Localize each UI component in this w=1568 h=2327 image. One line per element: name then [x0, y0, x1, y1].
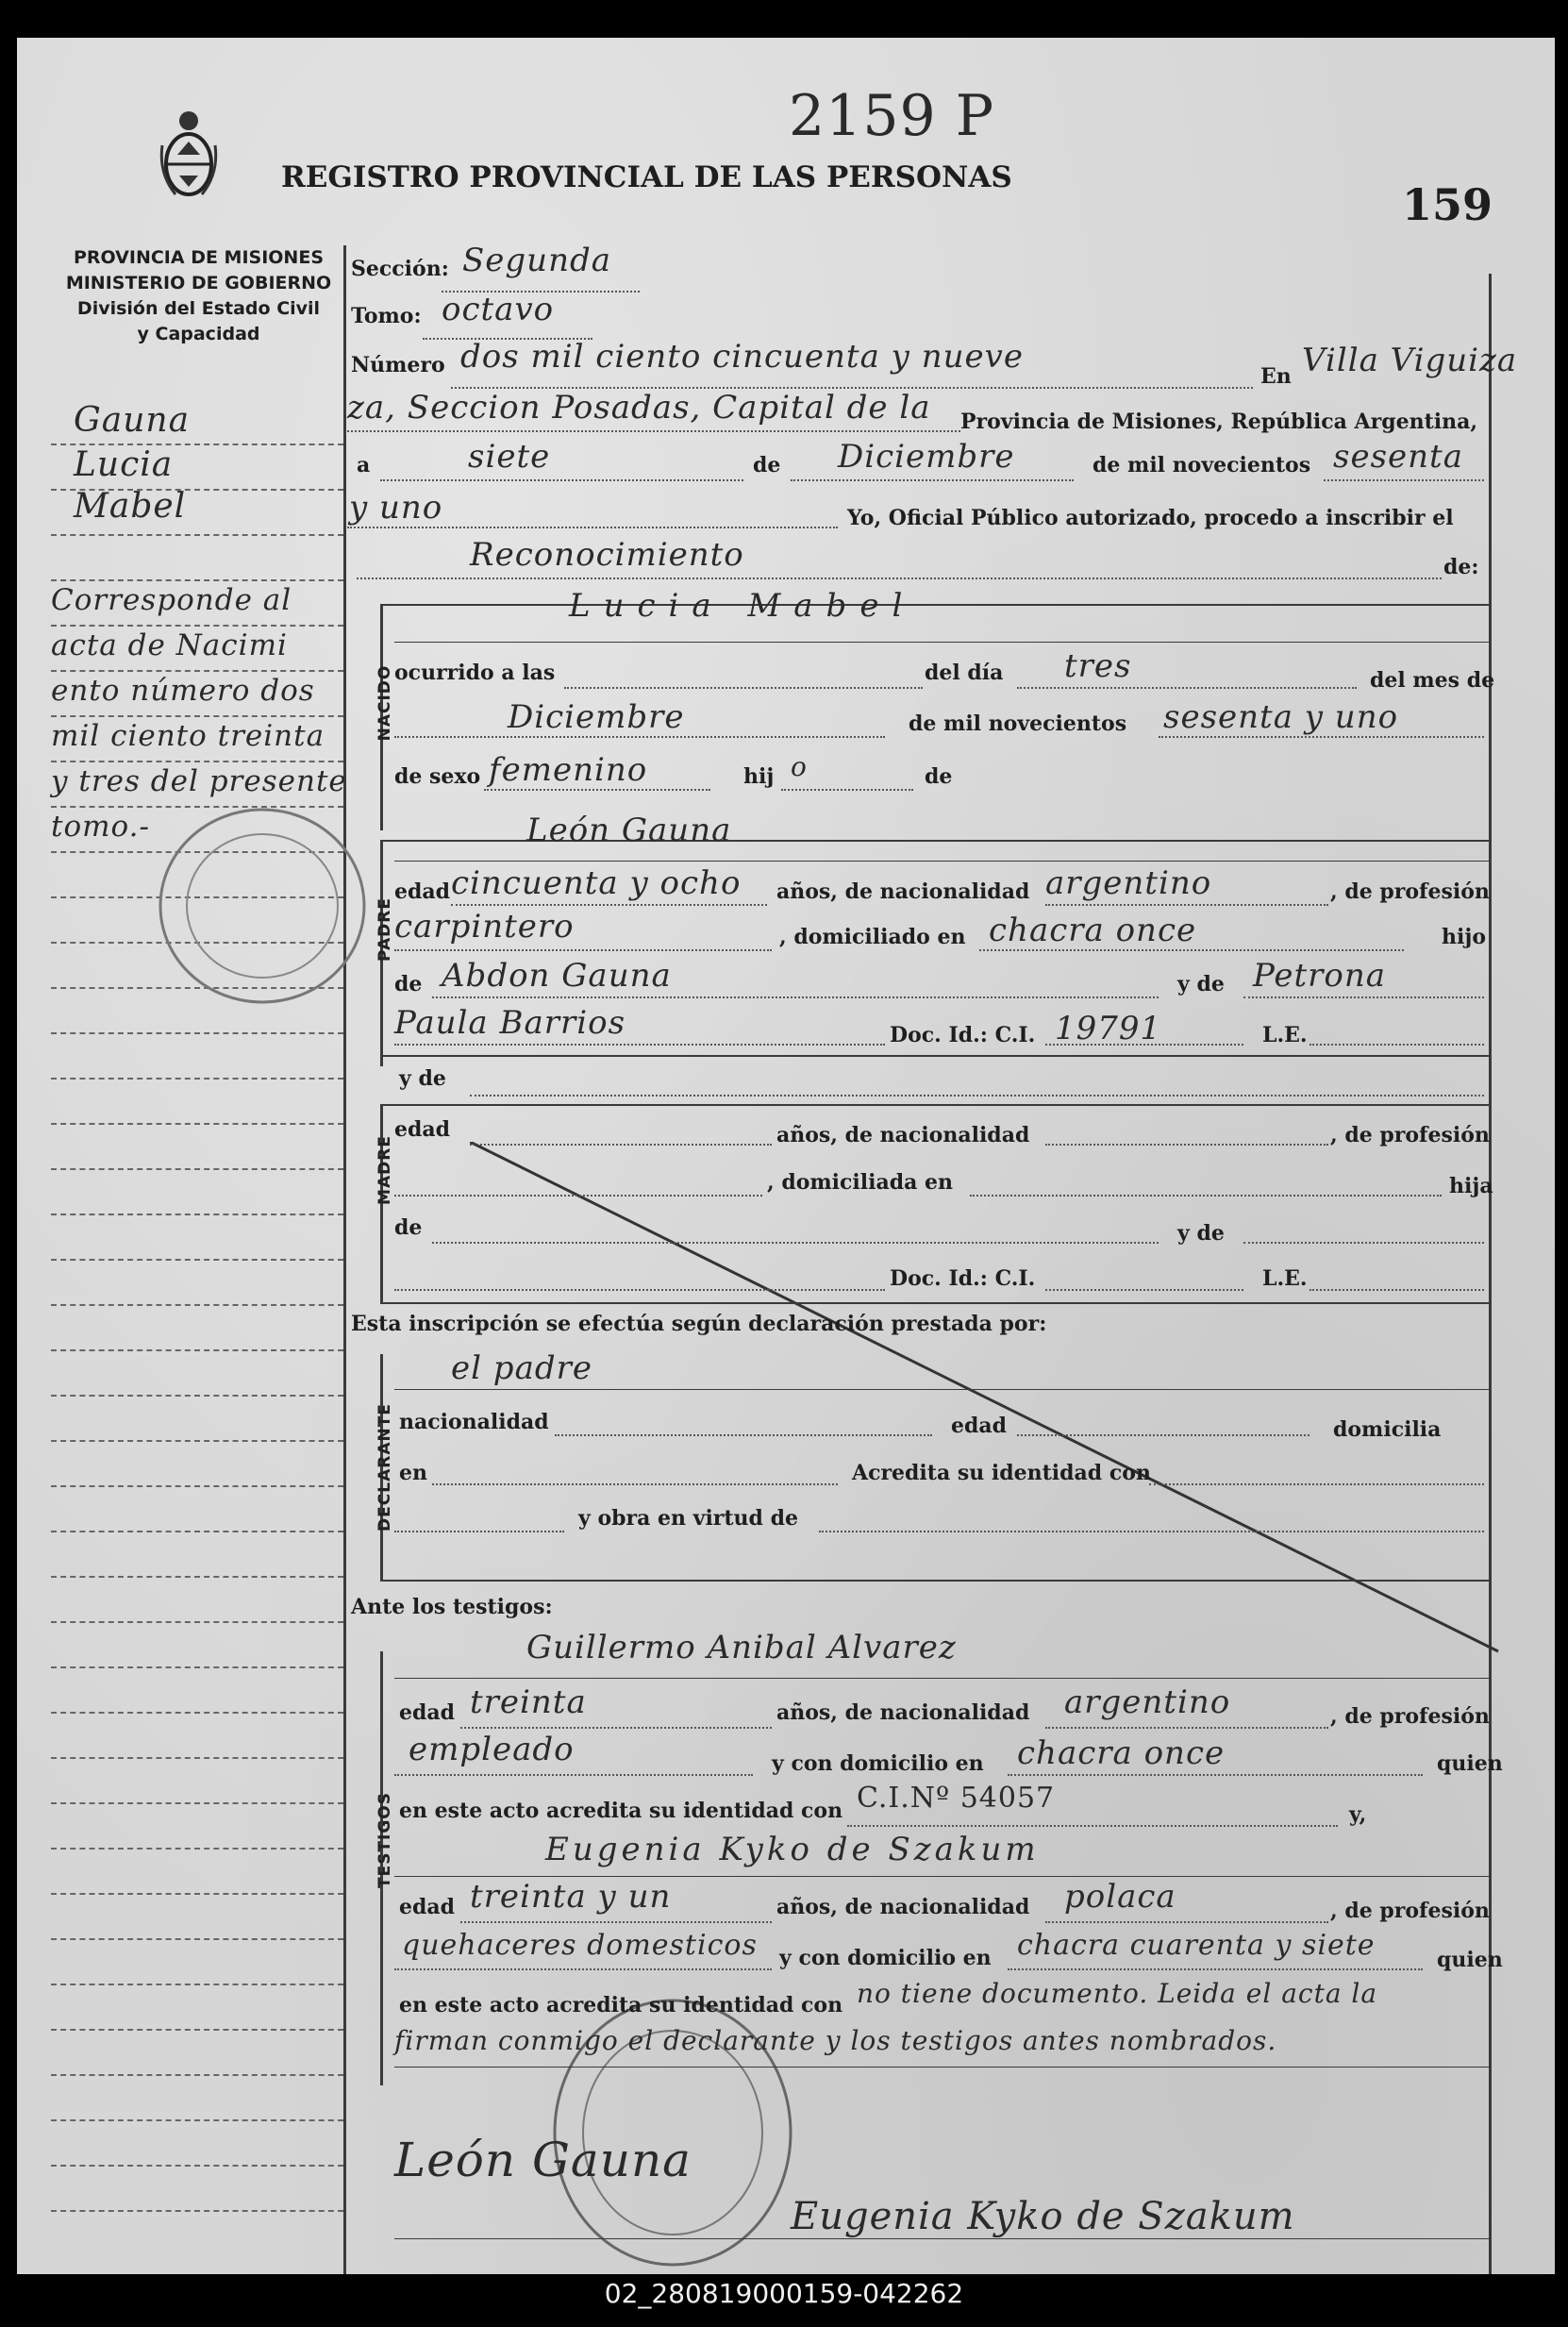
- margin-rule: [51, 1032, 343, 1034]
- margin-rule: [51, 1938, 343, 1940]
- declarante-intro: Esta inscripción se efectúa según declaración prestada por:: [351, 1312, 1047, 1336]
- margin-rule: [51, 1214, 343, 1215]
- margin-rule: [51, 1168, 343, 1170]
- numero-label: Número: [351, 353, 445, 377]
- signature-padre: León Gauna: [394, 2133, 692, 2187]
- padre-edad-value: cincuenta y ocho: [451, 864, 742, 902]
- madre-le-label: L.E.: [1262, 1266, 1308, 1291]
- padre-yde-label: y de: [1177, 972, 1225, 996]
- margin-rule: [51, 1485, 343, 1487]
- margin-rule: [51, 2165, 343, 2167]
- closing-text: firman conmigo el declarante y los testigos antes nombrados.: [394, 2025, 1277, 2056]
- margin-rule: [51, 1802, 343, 1804]
- testigo2-acredita-label: en este acto acredita su identidad con: [399, 1993, 843, 2017]
- padre-doc-label: Doc. Id.: C.I.: [890, 1023, 1036, 1047]
- margin-note-line: mil ciento treinta: [51, 719, 325, 753]
- testigo1-y-label: y,: [1349, 1802, 1367, 1827]
- madre-nac-label: años, de nacionalidad: [776, 1123, 1030, 1147]
- margin-rule: [51, 489, 343, 491]
- declarante-value: el padre: [451, 1349, 592, 1387]
- madre-yde-label: y de: [399, 1066, 446, 1091]
- seccion-value: Segunda: [462, 242, 612, 279]
- declarante-acredita-label: Acredita su identidad con: [852, 1461, 1151, 1485]
- testigo1-prof-label: , de profesión: [1330, 1704, 1490, 1729]
- hijo-label: hij: [743, 764, 775, 789]
- tomo-value: octavo: [442, 291, 555, 328]
- margin-rule: [51, 444, 343, 445]
- diagonal-strike-line: [470, 1142, 1526, 1670]
- oficial-text: Yo, Oficial Público autorizado, procedo a inscribir el: [847, 506, 1454, 530]
- margin-note-line: Corresponde al: [51, 583, 292, 617]
- margin-rule: [51, 2029, 343, 2031]
- archive-number: 2159 P: [789, 83, 995, 149]
- madre-label: MADRE: [375, 1135, 394, 1205]
- province-block: [36, 245, 361, 347]
- civil-registry-page: [17, 38, 1555, 2274]
- declarante-obra-label: y obra en virtud de: [578, 1506, 798, 1531]
- margin-rule: [51, 1893, 343, 1895]
- margin-rule: [51, 1078, 343, 1080]
- declarante-nac-label: nacionalidad: [399, 1410, 549, 1434]
- margin-rule: [51, 1984, 343, 1985]
- hijo-suffix: o: [791, 751, 808, 782]
- del-dia-label: del día: [925, 661, 1004, 685]
- a-label: a: [357, 453, 371, 477]
- testigo1-dom-label: y con domicilio en: [772, 1751, 984, 1776]
- testigo2-dom: chacra cuarenta y siete: [1017, 1929, 1376, 1962]
- dia-value: tres: [1064, 647, 1132, 685]
- testigo2-doc: no tiene documento. Leida el acta la: [857, 1978, 1378, 2009]
- margin-rule: [51, 1395, 343, 1397]
- padre-hijo-label: hijo: [1442, 925, 1486, 949]
- del-mes-label: del mes de: [1370, 668, 1495, 693]
- nacido-name: Lucia Mabel: [569, 587, 916, 625]
- sexo-value: femenino: [489, 751, 648, 789]
- page-number: 159: [1402, 179, 1493, 230]
- testigo2-quien-label: quien: [1437, 1948, 1503, 1972]
- margin-rule: [51, 1349, 343, 1351]
- testigos-intro: Ante los testigos:: [351, 1595, 553, 1619]
- margin-rule: [51, 1440, 343, 1442]
- margin-note-line: tomo.-: [51, 810, 150, 844]
- registry-stamp: [154, 802, 371, 1010]
- margin-rule: [51, 1576, 343, 1578]
- testigo1-prof: empleado: [409, 1731, 575, 1768]
- margin-rule: [51, 579, 343, 581]
- padre-dom-value: chacra once: [989, 912, 1197, 949]
- place-continuation: za, Seccion Posadas, Capital de la: [347, 389, 931, 427]
- margin-rule: [51, 625, 343, 627]
- tomo-label: Tomo:: [351, 304, 422, 328]
- padre-name: León Gauna: [526, 812, 732, 849]
- margin-rule: [51, 1712, 343, 1714]
- madre-yde2-label: y de: [1177, 1221, 1225, 1246]
- testigo1-nac-label: años, de nacionalidad: [776, 1700, 1030, 1725]
- testigo1-acredita-label: en este acto acredita su identidad con: [399, 1799, 843, 1823]
- testigo2-edad: treinta y un: [470, 1878, 672, 1916]
- margin-rule: [51, 761, 343, 762]
- act-type: Reconocimiento: [470, 536, 744, 574]
- nacido-year-value: sesenta y uno: [1163, 698, 1399, 736]
- padre-parent1: Abdon Gauna: [442, 957, 672, 995]
- padre-prof-label: , de profesión: [1330, 879, 1490, 904]
- margin-rule: [51, 2210, 343, 2212]
- coat-of-arms-icon: [158, 108, 219, 202]
- madre-dom-label: , domiciliada en: [767, 1170, 954, 1195]
- signature-testigo: Eugenia Kyko de Szakum: [791, 2195, 1295, 2238]
- margin-rule: [51, 1259, 343, 1261]
- provincia-text: Provincia de Misiones, República Argentina,: [960, 410, 1478, 434]
- testigos-label: TESTIGOS: [375, 1791, 394, 1889]
- mes-value: Diciembre: [508, 698, 685, 736]
- month-value: Diciembre: [838, 438, 1015, 476]
- nacido-de-label: de: [925, 764, 953, 789]
- year-continuation: y uno: [349, 489, 443, 527]
- margin-rule: [51, 1123, 343, 1125]
- testigo1-dom: chacra once: [1017, 1734, 1226, 1772]
- sexo-label: de sexo: [394, 764, 481, 789]
- division-line: División del Estado Civil: [76, 298, 321, 319]
- margin-note-line: acta de Nacimi: [51, 628, 288, 662]
- left-column-border: [343, 245, 346, 2302]
- declarante-en-label: en: [399, 1461, 427, 1485]
- margin-rule: [51, 1848, 343, 1850]
- margin-rule: [51, 1757, 343, 1759]
- en-value: Villa Viguiza: [1302, 342, 1518, 379]
- en-label: En: [1260, 364, 1292, 389]
- padre-doc-value: 19791: [1055, 1010, 1162, 1047]
- testigo1-nac: argentino: [1064, 1683, 1231, 1721]
- mil-label: de mil novecientos: [1093, 453, 1311, 477]
- day-value: siete: [468, 438, 551, 476]
- ministry-line: MINISTERIO DE GOBIERNO: [65, 273, 332, 293]
- testigo2-prof-label: , de profesión: [1330, 1899, 1490, 1923]
- padre-label: PADRE: [375, 897, 394, 962]
- declarante-edad-label: edad: [951, 1414, 1008, 1438]
- ocurrido-label: ocurrido a las: [394, 661, 556, 685]
- margin-rule: [51, 1304, 343, 1306]
- testigo2-edad-label: edad: [399, 1895, 456, 1919]
- madre-prof-label: , de profesión: [1330, 1123, 1490, 1147]
- margin-rule: [51, 534, 343, 536]
- margin-rule: [51, 1531, 343, 1532]
- de-label: de: [753, 453, 781, 477]
- padre-parent2: Petrona: [1253, 957, 1387, 995]
- capacity-line: y Capacidad: [137, 324, 260, 344]
- madre-edad-label: edad: [394, 1117, 451, 1142]
- seccion-label: Sección:: [351, 257, 449, 281]
- margin-middle-name: Mabel: [74, 487, 187, 526]
- margin-surname: Gauna: [74, 401, 191, 440]
- padre-nac-label: años, de nacionalidad: [776, 879, 1030, 904]
- margin-rule: [51, 2119, 343, 2121]
- padre-le-label: L.E.: [1262, 1023, 1308, 1047]
- testigo1-edad: treinta: [470, 1683, 587, 1721]
- testigo2-nac-label: años, de nacionalidad: [776, 1895, 1030, 1919]
- margin-rule: [51, 1621, 343, 1623]
- declarante-label: DECLARANTE: [375, 1403, 394, 1532]
- testigo1-name: Guillermo Anibal Alvarez: [526, 1629, 957, 1666]
- padre-nac-value: argentino: [1045, 864, 1212, 902]
- nacido-mil-label: de mil novecientos: [909, 711, 1127, 736]
- year-value: sesenta: [1333, 438, 1463, 476]
- padre-prof-value: carpintero: [394, 908, 575, 946]
- padre-dom-label: , domiciliado en: [779, 925, 966, 949]
- margin-note-line: y tres del presente: [51, 764, 347, 798]
- testigo2-prof: quehaceres domesticos: [402, 1929, 758, 1962]
- padre-de-label: de: [394, 972, 423, 996]
- testigo1-quien-label: quien: [1437, 1751, 1503, 1776]
- margin-rule: [51, 715, 343, 717]
- de-colon: de:: [1443, 555, 1479, 579]
- testigo2-nac: polaca: [1064, 1878, 1176, 1916]
- margin-note-line: ento número dos: [51, 674, 315, 708]
- margin-rule: [51, 670, 343, 672]
- margin-rule: [51, 2074, 343, 2076]
- testigo2-name: Eugenia Kyko de Szakum: [545, 1831, 1040, 1868]
- madre-doc-label: Doc. Id.: C.I.: [890, 1266, 1036, 1291]
- margin-rule: [51, 1666, 343, 1668]
- document-title: REGISTRO PROVINCIAL DE LAS PERSONAS: [281, 160, 1012, 194]
- province-line: PROVINCIA DE MISIONES: [73, 247, 325, 268]
- padre-parent2-continuation: Paula Barrios: [394, 1004, 626, 1042]
- nacido-label: NACIDO: [375, 664, 394, 742]
- madre-de-label: de: [394, 1215, 423, 1240]
- declarante-dom-label: domicilia: [1333, 1417, 1442, 1442]
- numero-value: dos mil ciento cincuenta y nueve: [460, 338, 1024, 376]
- footer-code: 02_280819000159-042262: [604, 2278, 964, 2309]
- madre-hija-label: hija: [1449, 1174, 1493, 1198]
- testigo1-doc: C.I.Nº 54057: [857, 1782, 1056, 1815]
- testigo1-edad-label: edad: [399, 1700, 456, 1725]
- testigo2-dom-label: y con domicilio en: [779, 1946, 992, 1970]
- margin-name: Lucia: [74, 445, 174, 484]
- padre-edad-label: edad: [394, 879, 451, 904]
